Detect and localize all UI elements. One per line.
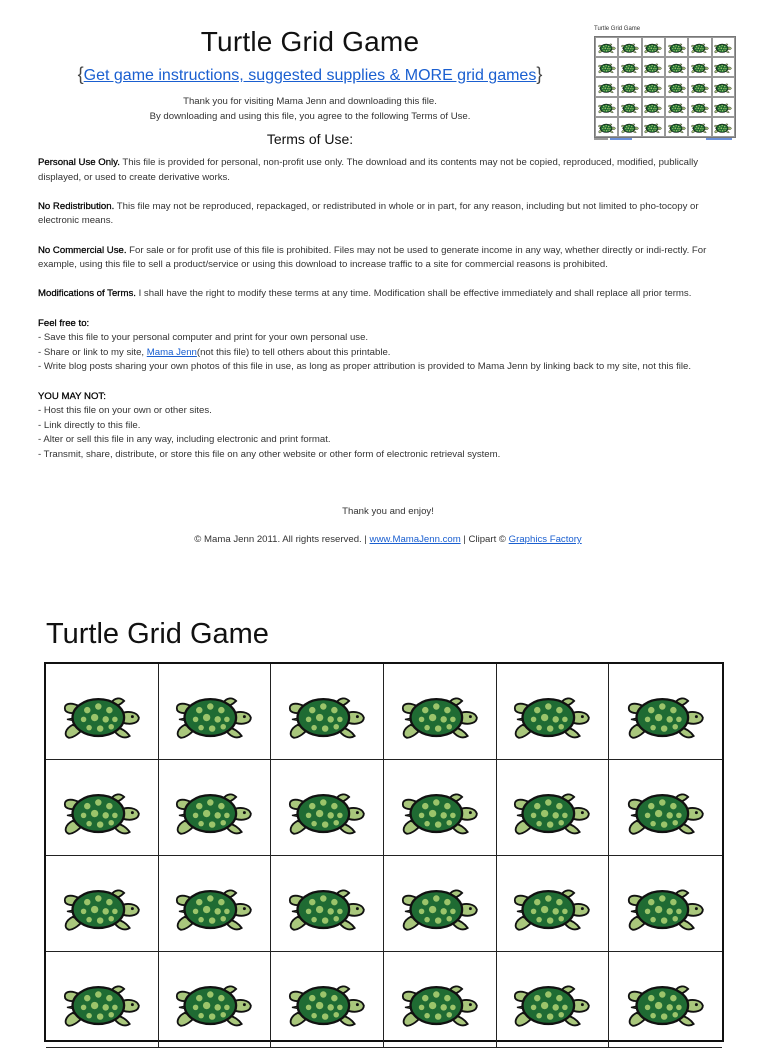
- turtle-icon: [690, 99, 710, 115]
- turtle-icon: [168, 869, 260, 939]
- may-not-section: [38, 390, 734, 463]
- thumbnail-cell: [618, 97, 641, 117]
- grid-cell: [271, 856, 384, 952]
- may-not-heading: YOU MAY NOT:: [38, 390, 106, 402]
- thumbnail-cell: [595, 37, 618, 57]
- turtle-icon: [667, 99, 687, 115]
- turtle-icon: [506, 965, 598, 1035]
- grid-cell: [271, 760, 384, 856]
- turtle-icon: [620, 677, 712, 747]
- turtle-icon: [394, 677, 486, 747]
- turtle-icon: [643, 59, 663, 75]
- thumbnail-cell: [595, 97, 618, 117]
- turtle-icon: [597, 119, 617, 135]
- terms-heading: Terms of Use:: [266, 131, 354, 147]
- thumbnail-cell: [688, 57, 711, 77]
- thumbnail-cell: [618, 57, 641, 77]
- grid-cell: [159, 856, 272, 952]
- feel-free-item: - Save this file to your personal computer and print for your own personal use.: [38, 332, 369, 344]
- thumbnail-cell: [595, 57, 618, 77]
- turtle-icon: [620, 99, 640, 115]
- thumbnail-cell: [712, 77, 735, 97]
- turtle-icon: [56, 773, 148, 843]
- grid-cell: [609, 760, 722, 856]
- turtle-icon: [281, 869, 373, 939]
- grid-cell: [384, 664, 497, 760]
- thumbnail-cell: [642, 57, 665, 77]
- thumbnail-cell: [642, 97, 665, 117]
- turtle-icon: [620, 39, 640, 55]
- grid-cell: [609, 856, 722, 952]
- grid-cell: [271, 952, 384, 1048]
- feel-free-section: [38, 317, 734, 375]
- turtle-icon: [643, 39, 663, 55]
- turtle-icon: [667, 39, 687, 55]
- turtle-icon: [713, 99, 733, 115]
- turtle-icon: [713, 39, 733, 55]
- thumbnail-cell: [618, 117, 641, 137]
- turtle-icon: [56, 965, 148, 1035]
- turtle-icon: [620, 119, 640, 135]
- grid-cell: [497, 664, 610, 760]
- turtle-icon: [168, 773, 260, 843]
- grid-cell: [46, 856, 159, 952]
- turtle-icon: [168, 965, 260, 1035]
- turtle-icon: [690, 39, 710, 55]
- may-not-item: - Transmit, share, distribute, or store this file on any other website or other form of electronic retrieval system.: [38, 448, 501, 460]
- turtle-icon: [394, 869, 486, 939]
- turtle-icon: [667, 59, 687, 75]
- feel-free-heading: Feel free to:: [38, 317, 90, 329]
- thumbnail-cell: [712, 117, 735, 137]
- preview-thumbnail: [592, 24, 738, 142]
- grid-cell: [46, 664, 159, 760]
- page-title: Turtle Grid Game: [200, 26, 420, 57]
- intro-text: [0, 94, 620, 124]
- turtle-icon: [394, 965, 486, 1035]
- turtle-icon: [56, 869, 148, 939]
- turtle-icon: [394, 773, 486, 843]
- copyright-footer: © Mama Jenn 2011. All rights reserved. | www.MamaJenn.com | Clipart © Graphics Factory: [194, 534, 582, 545]
- thumbnail-cell: [618, 77, 641, 97]
- terms-body: [38, 156, 734, 462]
- turtle-icon: [506, 869, 598, 939]
- thumbnail-cell: [712, 37, 735, 57]
- thumbnail-cell: [688, 77, 711, 97]
- thumbnail-grid: [594, 36, 736, 138]
- turtle-icon: [281, 965, 373, 1035]
- term-modifications: Modifications of Terms. I shall have the right to modify these terms at any time. Modification shall be effective immediately and shall replace all prior terms.: [38, 288, 692, 300]
- turtle-icon: [620, 965, 712, 1035]
- term-no-redistribution: No Redistribution. This file may not be reproduced, repackaged, or redistributed in whole or in part, for any reason, including but not limited to pho-tocopy or electronic means.: [38, 200, 699, 227]
- may-not-item: - Host this file on your own or other sites.: [38, 405, 212, 417]
- turtle-icon: [620, 869, 712, 939]
- graphics-factory-link[interactable]: Graphics Factory: [508, 534, 582, 545]
- thank-you-text: Thank you and enjoy!: [342, 506, 434, 517]
- grid-cell: [384, 856, 497, 952]
- thumbnail-cell: [595, 77, 618, 97]
- thumbnail-cell: [712, 97, 735, 117]
- turtle-icon: [667, 79, 687, 95]
- game-title: Turtle Grid Game: [46, 618, 269, 650]
- mama-jenn-link[interactable]: Mama Jenn: [146, 346, 197, 358]
- thumbnail-cell: [642, 37, 665, 57]
- turtle-icon: [643, 99, 663, 115]
- intro-line-1: Thank you for visiting Mama Jenn and downloading this file.: [183, 96, 437, 107]
- grid-cell: [384, 760, 497, 856]
- thumbnail-footer: [594, 138, 734, 142]
- feel-free-item: - Share or link to my site, Mama Jenn(not this file) to tell others about this printable.: [38, 346, 391, 358]
- turtle-icon: [690, 79, 710, 95]
- turtle-icon: [597, 99, 617, 115]
- turtle-icon: [620, 59, 640, 75]
- turtle-icon: [690, 59, 710, 75]
- turtle-icon: [713, 59, 733, 75]
- thumbnail-cell: [665, 37, 688, 57]
- thumbnail-cell: [618, 37, 641, 57]
- turtle-icon: [281, 677, 373, 747]
- turtle-icon: [281, 773, 373, 843]
- thumbnail-cell: [688, 117, 711, 137]
- turtle-grid: [44, 662, 724, 1042]
- may-not-item: - Alter or sell this file in any way, including electronic and print format.: [38, 434, 331, 446]
- thumbnail-cell: [595, 117, 618, 137]
- turtle-icon: [597, 39, 617, 55]
- turtle-icon: [690, 119, 710, 135]
- turtle-icon: [713, 79, 733, 95]
- turtle-icon: [506, 677, 598, 747]
- thumbnail-cell: [642, 77, 665, 97]
- term-no-commercial-use: No Commercial Use. For sale or for profit use of this file is prohibited. Files may not be used to generate income in any way, whether directly or indi-rectly. For example, using this file to sell a product/service or using this download to increase traffic to a site for commercial reasons is prohibited.: [38, 244, 707, 271]
- thumbnail-cell: [642, 117, 665, 137]
- thumbnail-cell: [665, 77, 688, 97]
- grid-cell: [159, 664, 272, 760]
- grid-cell: [271, 664, 384, 760]
- may-not-item: - Link directly to this file.: [38, 419, 141, 431]
- turtle-icon: [667, 119, 687, 135]
- grid-cell: [46, 760, 159, 856]
- instructions-link-line: {Get game instructions, suggested supplies & MORE grid games}: [77, 64, 543, 84]
- turtle-icon: [506, 773, 598, 843]
- grid-cell: [159, 760, 272, 856]
- thumbnail-cell: [665, 57, 688, 77]
- grid-cell: [609, 952, 722, 1048]
- thumbnail-cell: [688, 37, 711, 57]
- feel-free-item: - Write blog posts sharing your own photos of this file in use, as long as proper attribution is provided to Mama Jenn by linking back to my site, not this file.: [38, 361, 692, 373]
- turtle-icon: [597, 79, 617, 95]
- grid-cell: [46, 952, 159, 1048]
- turtle-icon: [643, 119, 663, 135]
- site-link[interactable]: www.MamaJenn.com: [369, 534, 461, 545]
- grid-cell: [497, 760, 610, 856]
- turtle-icon: [620, 773, 712, 843]
- turtle-icon: [643, 79, 663, 95]
- grid-cell: [159, 952, 272, 1048]
- intro-line-2: By downloading and using this file, you agree to the following Terms of Use.: [149, 111, 471, 122]
- thumbnail-cell: [665, 117, 688, 137]
- grid-cell: [497, 952, 610, 1048]
- grid-cell: [609, 664, 722, 760]
- thumbnail-title: Turtle Grid Game: [594, 26, 641, 32]
- turtle-icon: [56, 677, 148, 747]
- term-personal-use: Personal Use Only. This file is provided for personal, non-profit use only. The download and its contents may not be copied, reproduced, modified, publically displayed, or used to create derivative works.: [38, 157, 699, 183]
- turtle-icon: [620, 79, 640, 95]
- grid-cell: [497, 856, 610, 952]
- grid-cell: [384, 952, 497, 1048]
- thumbnail-cell: [688, 97, 711, 117]
- thumbnail-cell: [665, 97, 688, 117]
- instructions-link[interactable]: Get game instructions, suggested supplies & MORE grid games: [83, 67, 537, 84]
- turtle-icon: [168, 677, 260, 747]
- turtle-icon: [597, 59, 617, 75]
- thumbnail-cell: [712, 57, 735, 77]
- turtle-icon: [713, 119, 733, 135]
